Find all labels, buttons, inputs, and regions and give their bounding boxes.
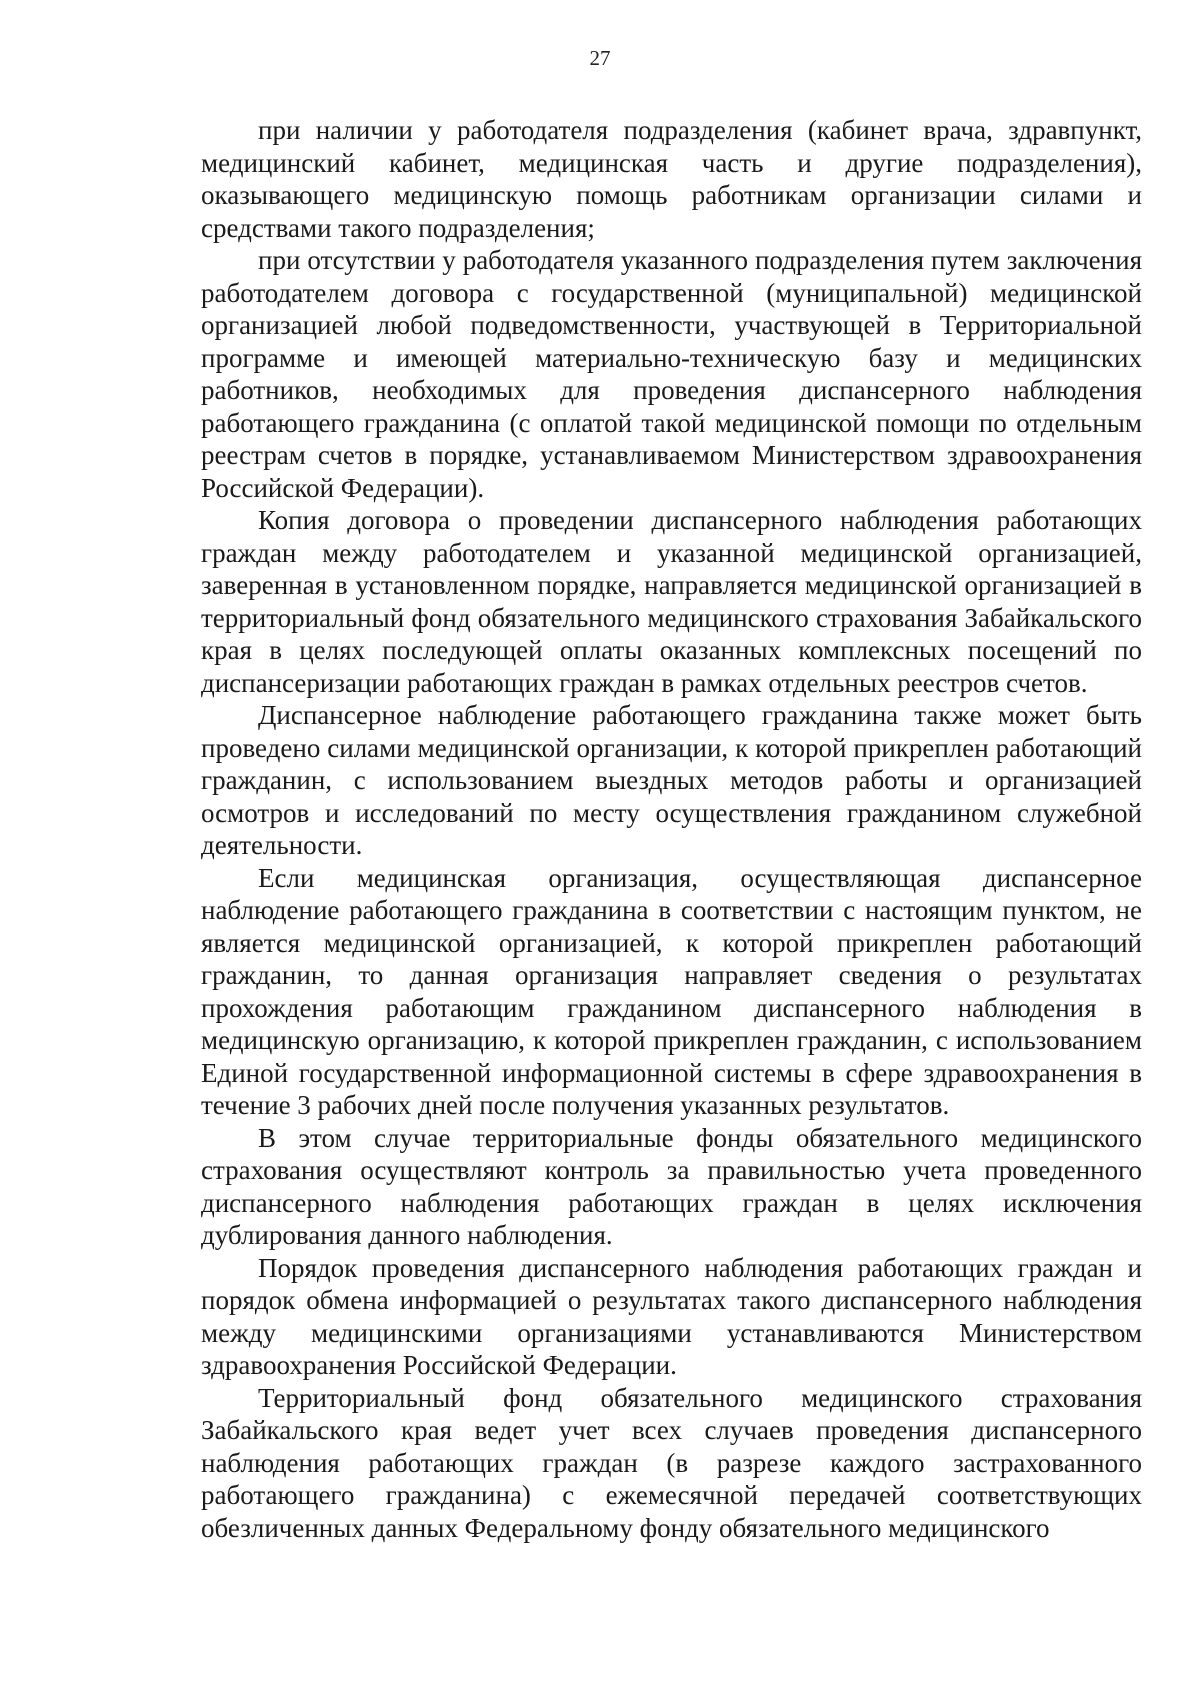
paragraph-employer-subdivision: при наличии у работодателя подразделения (кабинет врача, здравпункт, медицинский кабинет, медицинская часть и другие подразделения), оказывающего медицинскую помощь работникам организации силами и средствами такого подразделения; — [201, 115, 1142, 243]
page-number: 27 — [589, 46, 611, 70]
paragraph-attached-organization-observation: Диспансерное наблюдение работающего гражданина также может быть проведено силами медицинской организации, к которой прикреплен работающий гражданин, с использованием выездных методов работы и организацией осмотров и исследований по месту осуществления гражданином служебной деятельности. — [201, 700, 1142, 860]
paragraph-funds-control: В этом случае территориальные фонды обязательного медицинского страхования осуществляют контроль за правильностью учета проведенного диспансерного наблюдения работающих граждан в целях исключения дублирования данного наблюдения. — [201, 1122, 1142, 1250]
paragraph-territorial-fund-accounting: Территориальный фонд обязательного медицинского страхования Забайкальского края ведет учет всех случаев проведения диспансерного наблюдения работающих граждан (в разрезе каждого застрахованного работающего гражданина) с ежемесячной передачей соответствующих обезличенных данных Федеральному фонду обязательного медицинского — [201, 1382, 1142, 1543]
paragraph-procedure: Порядок проведения диспансерного наблюдения работающих граждан и порядок обмена информацией о результатах такого диспансерного наблюдения между медицинскими организациями устанавливаются Министерством здравоохранения Российской Федерации. — [201, 1252, 1142, 1380]
paragraph-contract-with-medical-organization: при отсутствии у работодателя указанного подразделения путем заключения работодателем договора с государственной (муниципальной) медицинской организацией любой подведомственности, участвующей в Территориальной программе и имеющей материально-техническую базу и медицинских работников, необходимых для проведения диспансерного наблюдения работающего гражданина (с оплатой такой медицинской помощи по отдельным реестрам счетов в порядке, устанавливаемом Министерством здравоохранения Российской Федерации). — [201, 245, 1142, 503]
document-body — [201, 114, 1142, 1544]
paragraph-contract-copy: Копия договора о проведении диспансерного наблюдения работающих граждан между работодателем и указанной медицинской организацией, заверенная в установленном порядке, направляется медицинской организацией в территориальный фонд обязательного медицинского страхования Забайкальского края в целях последующей оплаты оказанных комплексных посещений по диспансеризации работающих граждан в рамках отдельных реестров счетов. — [201, 505, 1142, 698]
paragraph-results-transfer: Если медицинская организация, осуществляющая диспансерное наблюдение работающего гражданина в соответствии с настоящим пунктом, не является медицинской организацией, к которой прикреплен работающий гражданин, то данная организация направляет сведения о результатах прохождения работающим гражданином диспансерного наблюдения в медицинскую организацию, к которой прикреплен гражданин, с использованием Единой государственной информационной системы в сфере здравоохранения в течение 3 рабочих дней после получения указанных результатов. — [201, 862, 1142, 1120]
